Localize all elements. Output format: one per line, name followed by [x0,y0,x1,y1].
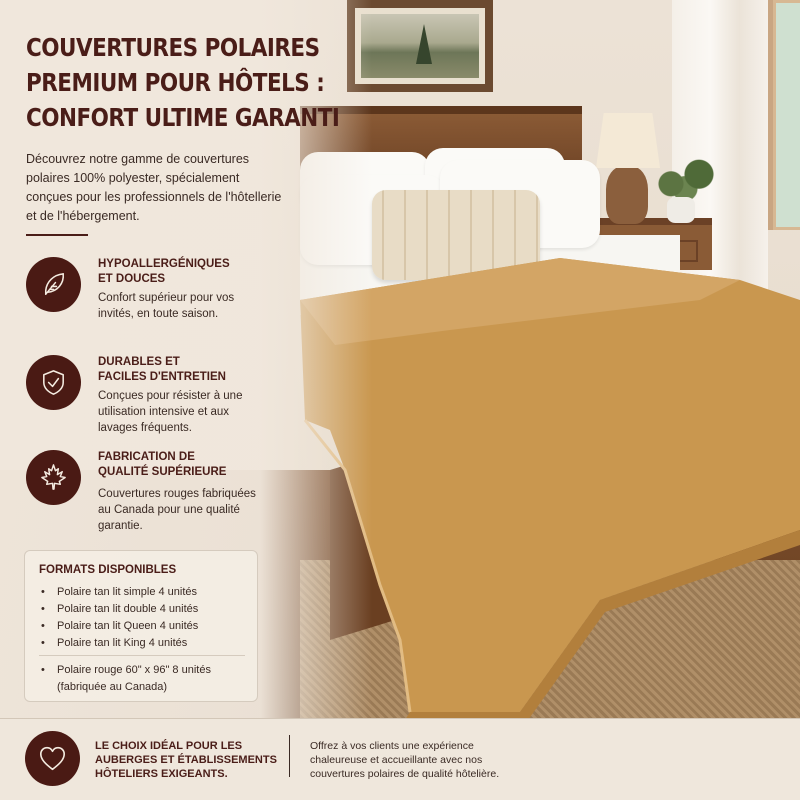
title-line: PREMIUM POUR HÔTELS : [26,68,325,97]
footer-tagline [95,739,285,781]
vertical-divider [289,735,290,777]
feature-quality [26,450,346,540]
footer-band [0,718,800,800]
feature-title [98,450,268,480]
formats-list [39,584,198,652]
divider [39,655,245,656]
message-line: couvertures polaires de qualité hôtelière. [310,768,500,780]
feature-durable [26,355,346,445]
feature-title-line: ET DOUCES [98,273,166,285]
feature-title-line: FABRICATION DE [98,451,195,463]
formats-title: FORMATS DISPONIBLES [39,564,177,576]
list-item: • Polaire tan lit double 4 unités [39,601,198,618]
list-item: • Polaire tan lit King 4 unités [39,635,198,652]
list-item: • Polaire rouge 60" x 96" 8 unités (fabriquée au Canada) [39,662,249,696]
feature-title-line: QUALITÉ SUPÉRIEURE [98,466,227,478]
divider [26,234,88,236]
footer-message [310,739,560,781]
tagline-line: LE CHOIX IDÉAL POUR LES [95,740,243,752]
info-panel [0,0,372,720]
feature-title [98,355,268,385]
feather-icon [26,257,81,312]
title-line: CONFORT ULTIME GARANTI [26,103,340,132]
list-item: • Polaire tan lit Queen 4 unités [39,618,198,635]
tagline-line: HÔTELIERS EXIGEANTS. [95,768,228,780]
intro-text: Découvrez notre gamme de couvertures polaires 100% polyester, spécialement conçues pour les professionnels de l'hôtellerie et de l'hébergement. [26,152,282,223]
feature-title [98,257,268,287]
feature-hypoallergenic [26,257,346,347]
feature-title-line: DURABLES ET [98,356,180,368]
tagline-line: AUBERGES ET ÉTABLISSEMENTS [95,754,277,766]
feature-title-line: FACILES D'ENTRETIEN [98,371,226,383]
feature-description: Couvertures rouges fabriquées au Canada pour une qualité garantie. [98,488,256,532]
page-title [26,30,340,135]
message-line: Offrez à vos clients une expérience [310,740,474,752]
feature-description: Confort supérieur pour vos invités, en toute saison. [98,292,235,320]
feature-description: Conçues pour résister à une utilisation intensive et aux lavages fréquents. [98,390,243,434]
heart-icon [25,731,80,786]
shield-check-icon [26,355,81,410]
maple-leaf-icon [26,450,81,505]
title-line: COUVERTURES POLAIRES [26,33,320,62]
list-item: • Polaire tan lit simple 4 unités [39,584,198,601]
message-line: chaleureuse et accueillante avec nos [310,754,483,766]
feature-title-line: HYPOALLERGÉNIQUES [98,258,230,270]
formats-box [24,550,258,702]
